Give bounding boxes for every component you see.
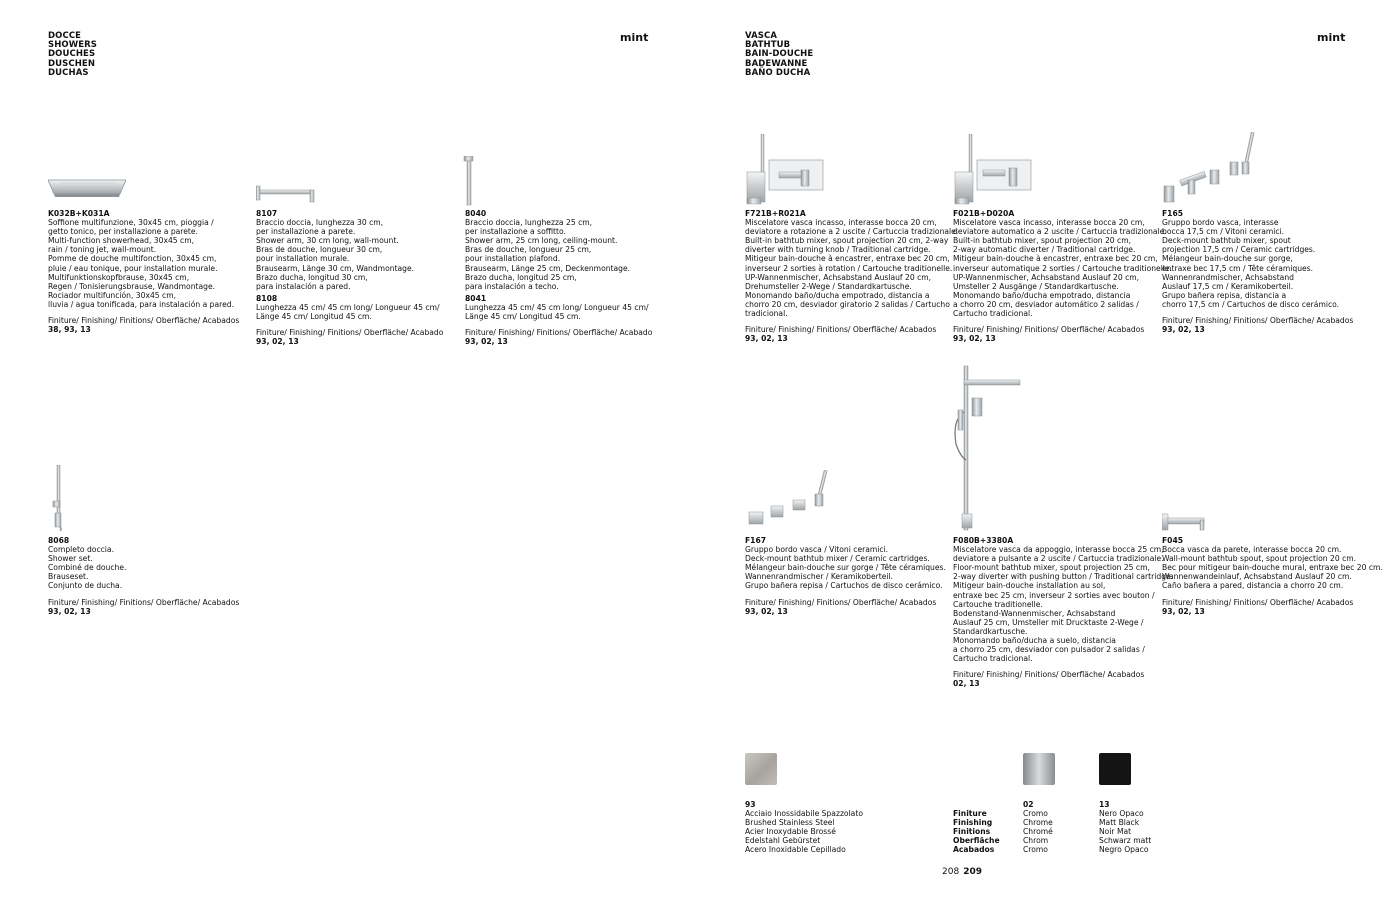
swatch-name: Chromé: [1023, 827, 1053, 837]
desc-line: Länge 45 cm/ Longitud 45 cm.: [256, 312, 372, 322]
desc-line: Bocca vasca da parete, interasse bocca 20 cm.: [1162, 545, 1342, 555]
desc-line: Cartucho tradicional.: [953, 309, 1033, 319]
desc-line: Braccio doccia, lunghezza 30 cm,: [256, 218, 384, 228]
finishes-legend: [953, 809, 1000, 854]
desc-line: Completo doccia.: [48, 545, 114, 555]
desc-line: Wall-mount bathtub spout, spout projection 20 cm.: [1162, 554, 1357, 564]
desc-line: entraxe bec 25 cm, inverseur 2 sorties avec bouton /: [953, 590, 1155, 600]
desc-line: Built-in bathtub mixer, spout projection 20 cm,: [953, 236, 1132, 246]
swatch-chrome: [1023, 753, 1055, 785]
section-title-line: BADEWANNE: [745, 58, 808, 69]
product-8068: [48, 536, 239, 616]
product-k032b-k031a: [48, 209, 239, 334]
finish-codes: 93, 02, 13: [953, 334, 996, 344]
swatch-name: Cromo: [1023, 845, 1048, 855]
finish-label: Finiture/ Finishing/ Finitions/ Oberfläche/ Acabado: [465, 328, 653, 338]
finish-label: Finiture/ Finishing/ Finitions/ Oberfläche/ Acabados: [745, 597, 937, 607]
product-code: F045: [1162, 536, 1184, 545]
finish-codes: 93, 02, 13: [745, 606, 788, 616]
desc-line: Regen / Tonisierungsbrause, Wandmontage.: [48, 281, 216, 291]
desc-line: Caño bañera a pared, distancia a chorro 20 cm.: [1162, 581, 1344, 591]
desc-line: Multi-function showerhead, 30x45 cm,: [48, 236, 195, 246]
finish-label: Finiture/ Finishing/ Finitions/ Oberfläche/ Acabados: [48, 316, 240, 326]
built-in-bath-mixer-icon: [953, 134, 1033, 206]
wall-spout-icon: [1162, 512, 1208, 532]
finish-label: Finiture/ Finishing/ Finitions/ Oberfläche/ Acabados: [48, 597, 240, 607]
product-code-variant: 8108: [256, 293, 278, 303]
product-code: 8040: [465, 209, 487, 218]
product-f721b-r021a: [745, 209, 958, 343]
desc-line: deviatore a rotazione a 2 uscite / Cartuccia tradizionale.: [745, 227, 959, 237]
desc-line: 2-way diverter with pushing button / Traditional cartridge.: [953, 572, 1174, 582]
desc-line: Bodenstand-Wannenmischer, Achsabstand: [953, 608, 1116, 618]
page-numbers: [942, 867, 982, 877]
product-code: 8107: [256, 209, 278, 218]
desc-line: a chorro 25 cm, desviador con pulsador 2 salidas /: [953, 645, 1145, 655]
section-title-line: BATHTUB: [745, 40, 791, 51]
finish-label: Finiture/ Finishing/ Finitions/ Oberfläche/ Acabados: [1162, 597, 1354, 607]
desc-line: Miscelatore vasca incasso, interasse bocca 20 cm,: [745, 218, 937, 228]
finish-label: Finiture/ Finishing/ Finitions/ Oberfläche/ Acabado: [256, 328, 444, 338]
desc-line: Grupo bañera repisa / Cartuchos de disco cerámico.: [745, 581, 943, 591]
desc-line: Gruppo bordo vasca / Vitoni ceramici.: [745, 545, 889, 555]
section-title-line: BAÑO DUCHA: [745, 67, 811, 78]
desc-line: Cartouche traditionelle.: [953, 599, 1043, 609]
desc-line: pluie / eau tonique, pour installation murale.: [48, 263, 218, 273]
desc-line: entraxe bec 17,5 cm / Tête céramiques.: [1162, 263, 1314, 273]
desc-line: Braccio doccia, lunghezza 25 cm,: [465, 218, 593, 228]
section-title-showers: [48, 32, 97, 78]
desc-line: Multifunktionskopfbrause, 30x45 cm,: [48, 272, 190, 282]
swatch-name: Nero Opaco: [1099, 809, 1144, 819]
desc-line: Combiné de douche.: [48, 563, 127, 573]
desc-line: projection 17,5 cm / Ceramic cartridges.: [1162, 245, 1316, 255]
product-f045: [1162, 536, 1383, 616]
desc-line: Umsteller 2 Ausgänge / Standardkartusche.: [953, 281, 1119, 291]
desc-line: Bec pour mitigeur bain-douche mural, entraxe bec 20 cm.: [1162, 563, 1383, 573]
desc-line: Pomme de douche multifonction, 30x45 cm,: [48, 254, 217, 264]
product-code-variant: 8041: [465, 293, 487, 303]
desc-line: Grupo bañera repisa, distancia a: [1162, 290, 1287, 300]
desc-line: per installazione a soffitto.: [465, 227, 566, 237]
finishes-legend-line: Finishing: [953, 818, 993, 828]
desc-line: Monomando baño/ducha empotrado, distancia a: [745, 290, 930, 300]
swatch-label-13: [1099, 800, 1151, 855]
finish-codes: 93, 02, 13: [48, 606, 91, 616]
swatch-name: Acier Inoxydable Brossé: [745, 827, 836, 837]
section-title-line: DOCCE: [48, 31, 82, 41]
wall-shower-arm-icon: [256, 184, 318, 204]
product-code: F021B+D020A: [953, 209, 1015, 218]
swatch-code: 13: [1099, 800, 1110, 809]
swatch-name: Negro Opaco: [1099, 845, 1149, 855]
product-f167: [745, 536, 946, 616]
finishes-legend-line: Acabados: [953, 845, 995, 855]
ceiling-shower-arm-icon: [462, 156, 476, 206]
swatch-name: Edelstahl Gebürstet: [745, 836, 821, 846]
desc-line: 2-way automatic diverter / Traditional cartridge.: [953, 245, 1136, 255]
section-title-line: DOUCHES: [48, 49, 96, 60]
swatch-name: Chrom: [1023, 836, 1049, 846]
desc-line: pour installation murale.: [256, 254, 350, 264]
product-code: F165: [1162, 209, 1184, 218]
desc-line: a chorro 20 cm, desviador automático 2 salidas /: [953, 299, 1139, 309]
swatch-matt-black: [1099, 753, 1131, 785]
product-code: F080B+3380A: [953, 536, 1014, 545]
finish-label: Finiture/ Finishing/ Finitions/ Oberfläche/ Acabados: [953, 325, 1145, 335]
desc-line: Brausearm, Länge 30 cm, Wandmontage.: [256, 263, 415, 273]
finish-codes: 93, 02, 13: [1162, 325, 1205, 335]
desc-line: Monomando baño/ducha empotrado, distancia: [953, 290, 1131, 300]
product-f165: [1162, 209, 1353, 334]
finishes-legend-line: Oberfläche: [953, 836, 1000, 846]
product-f080b-3380a: [953, 536, 1173, 689]
swatch-name: Matt Black: [1099, 818, 1140, 828]
built-in-bath-mixer-icon: [745, 134, 825, 206]
desc-line: Lunghezza 45 cm/ 45 cm long/ Longueur 45 cm/: [256, 302, 440, 312]
desc-line: Wannenwandeinlauf, Achsabstand Auslauf 20 cm.: [1162, 572, 1352, 582]
desc-line: Lunghezza 45 cm/ 45 cm long/ Longueur 45 cm/: [465, 302, 649, 312]
desc-line: inverseur automatique 2 sorties / Cartouche traditionelle.: [953, 263, 1172, 273]
product-code: F721B+R021A: [745, 209, 806, 218]
desc-line: rain / toning jet, wall-mount.: [48, 245, 157, 255]
product-8040: [465, 209, 652, 346]
swatch-brushed-steel: [745, 753, 777, 785]
swatch-name: Chrome: [1023, 818, 1053, 828]
brand-label: mint: [1317, 31, 1346, 44]
showerhead-icon: [48, 178, 126, 200]
swatch-code: 93: [745, 800, 756, 809]
page-number-left: 208: [942, 867, 960, 877]
product-code: F167: [745, 536, 767, 545]
product-8107: [256, 209, 443, 346]
desc-line: Gruppo bordo vasca, interasse: [1162, 218, 1279, 228]
desc-line: deviatore a pulsante a 2 uscite / Cartuccia tradizionale.: [953, 554, 1164, 564]
desc-line: para instalación a pared.: [256, 281, 351, 291]
shower-set-icon: [52, 465, 68, 531]
desc-line: Standardkartusche.: [953, 626, 1028, 636]
desc-line: inverseur 2 sorties à rotation / Cartouche traditionelle.: [745, 263, 953, 273]
desc-line: Cartucho tradicional.: [953, 654, 1033, 664]
desc-line: chorro 17,5 cm / Cartuchos de disco cerámico.: [1162, 299, 1340, 309]
section-title-line: DUSCHEN: [48, 58, 96, 69]
finish-codes: 93, 02, 13: [256, 337, 299, 347]
desc-line: diverter with turning knob / Traditional cartridge.: [745, 245, 931, 255]
desc-line: pour installation plafond.: [465, 254, 561, 264]
page-number-right: 209: [963, 867, 982, 877]
desc-line: per installazione a parete.: [256, 227, 356, 237]
swatch-name: Noir Mat: [1099, 827, 1132, 837]
desc-line: Shower set.: [48, 554, 93, 564]
desc-line: Brazo ducha, longitud 30 cm,: [256, 272, 368, 282]
section-title-line: DUCHAS: [48, 67, 89, 78]
desc-line: Länge 45 cm/ Longitud 45 cm.: [465, 312, 581, 322]
finishes-legend-line: Finiture: [953, 809, 987, 818]
desc-line: Brazo ducha, longitud 25 cm,: [465, 272, 577, 282]
section-title-line: VASCA: [745, 31, 778, 41]
desc-line: Bras de douche, longueur 25 cm,: [465, 245, 592, 255]
section-title-line: BAIN-DOUCHE: [745, 49, 814, 60]
desc-line: Brausearm, Länge 25 cm, Deckenmontage.: [465, 263, 631, 273]
product-code: 8068: [48, 536, 70, 545]
desc-line: deviatore automatico a 2 uscite / Cartuccia tradizionale.: [953, 227, 1167, 237]
finish-label: Finiture/ Finishing/ Finitions/ Oberfläche/ Acabados: [745, 325, 937, 335]
desc-line: tradicional.: [745, 309, 788, 319]
floor-standing-bath-mixer-icon: [950, 364, 1022, 534]
product-code: K032B+K031A: [48, 209, 110, 218]
desc-line: bocca 17,5 cm / Vitoni ceramici.: [1162, 227, 1285, 237]
swatch-name: Schwarz matt: [1099, 836, 1152, 846]
finish-label: Finiture/ Finishing/ Finitions/ Oberfläche/ Acabados: [953, 670, 1145, 680]
desc-line: Wannenrandmischer / Keramikoberteil.: [745, 572, 894, 582]
desc-line: Floor-mount bathtub mixer, spout projection 25 cm,: [953, 563, 1150, 573]
desc-line: Wannenrandmischer, Achsabstand: [1162, 272, 1294, 282]
brand-label: mint: [620, 31, 649, 44]
desc-line: Mitigeur bain-douche à encastrer, entraxe bec 20 cm,: [745, 254, 950, 264]
finish-label: Finiture/ Finishing/ Finitions/ Oberfläche/ Acabados: [1162, 316, 1354, 326]
desc-line: Soffione multifunzione, 30x45 cm, pioggia /: [48, 218, 214, 228]
desc-line: para instalación a techo.: [465, 281, 559, 291]
desc-line: Mitigeur bain-douche à encastrer, entraxe bec 20 cm,: [953, 254, 1158, 264]
desc-line: lluvia / agua tonificada, para instalación a pared.: [48, 299, 234, 309]
desc-line: Auslauf 25 cm, Umsteller mit Drucktaste 2-Wege /: [953, 617, 1144, 627]
deck-mount-bath-mixer-icon: [745, 466, 841, 532]
desc-line: Mélangeur bain-douche sur gorge / Tête céramiques.: [745, 563, 946, 573]
desc-line: Monomando baño/ducha a suelo, distancia: [953, 636, 1116, 646]
desc-line: getto tonico, per installazione a parete.: [48, 227, 198, 237]
desc-line: Bras de douche, longueur 30 cm,: [256, 245, 383, 255]
swatch-name: Cromo: [1023, 809, 1048, 819]
desc-line: Deck-mount bathtub mixer, spout: [1162, 236, 1291, 246]
finish-codes: 38, 93, 13: [48, 325, 91, 335]
desc-line: Conjunto de ducha.: [48, 581, 123, 591]
desc-line: Drehumsteller 2-Wege / Standardkartusche.: [745, 281, 912, 291]
deck-mount-bath-mixer-icon: [1162, 130, 1272, 206]
desc-line: Mélangeur bain-douche sur gorge,: [1162, 254, 1293, 264]
product-f021b-d020a: [953, 209, 1172, 343]
swatch-name: Brushed Stainless Steel: [745, 818, 835, 828]
desc-line: Miscelatore vasca da appoggio, interasse bocca 25 cm,: [953, 545, 1164, 555]
desc-line: Built-in bathtub mixer, spout projection 20 cm, 2-way: [745, 236, 949, 246]
finish-codes: 02, 13: [953, 679, 980, 689]
desc-line: Rociador multifunción, 30x45 cm,: [48, 290, 177, 300]
swatch-label-02: [1023, 800, 1053, 855]
section-title-bathtub: [745, 32, 813, 78]
finishes-legend-line: Finitions: [953, 827, 991, 837]
desc-line: Miscelatore vasca incasso, interasse bocca 20 cm,: [953, 218, 1145, 228]
desc-line: Deck-mount bathtub mixer / Ceramic cartridges.: [745, 554, 930, 564]
desc-line: Shower arm, 30 cm long, wall-mount.: [256, 236, 399, 246]
desc-line: chorro 20 cm, desviador giratorio 2 salidas / Cartucho: [745, 299, 950, 309]
swatch-name: Acero Inoxidable Cepillado: [745, 845, 846, 855]
swatch-code: 02: [1023, 800, 1034, 809]
finish-codes: 93, 02, 13: [745, 334, 788, 344]
desc-line: Shower arm, 25 cm long, ceiling-mount.: [465, 236, 618, 246]
desc-line: UP-Wannenmischer, Achsabstand Auslauf 20 cm,: [745, 272, 932, 282]
desc-line: Mitigeur bain-douche installation au sol,: [953, 581, 1106, 591]
desc-line: Auslauf 17,5 cm / Keramikoberteil.: [1162, 281, 1294, 291]
desc-line: Brauseset.: [48, 572, 89, 582]
section-title-line: SHOWERS: [48, 40, 98, 51]
finish-codes: 93, 02, 13: [1162, 606, 1205, 616]
swatch-label-93: [745, 800, 863, 855]
desc-line: UP-Wannenmischer, Achsabstand Auslauf 20 cm,: [953, 272, 1140, 282]
swatch-name: Acciaio Inossidabile Spazzolato: [745, 809, 863, 819]
finish-codes: 93, 02, 13: [465, 337, 508, 347]
